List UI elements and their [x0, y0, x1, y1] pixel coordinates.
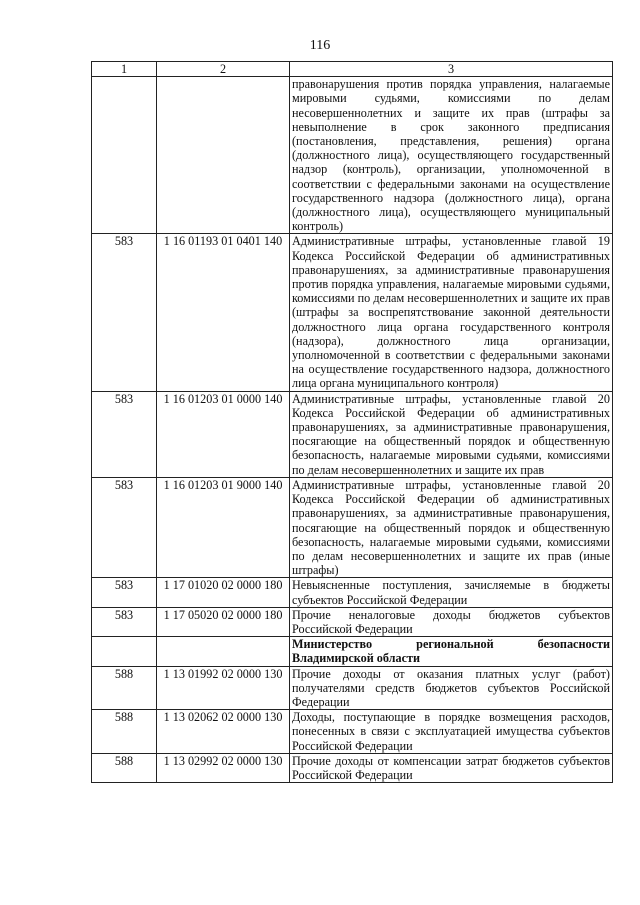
description-cell: Прочие неналоговые доходы бюджетов субъектов Российской Федерации: [290, 607, 613, 636]
admin-code-cell: 588: [92, 666, 157, 710]
description-cell: Административные штрафы, установленные главой 19 Кодекса Российской Федерации об административных правонарушениях, за административные правонарушения против порядка управления, налагаемые мировыми судьями, комиссиями по делам несовершеннолетних и защите их прав (штрафы за воспрепятствование законной деятельности должностного лица органа государственного контроля (надзора), должностного лица организации, уполномоченной в соответствии с федеральными законами на осуществление государственного надзора, должностного лица органа муниципального контроля): [290, 234, 613, 391]
table-row: [92, 578, 613, 607]
table-row: [92, 77, 613, 234]
description-cell: правонарушения против порядка управления, налагаемые мировыми судьями, комиссиями по делам несовершеннолетних и защите их прав (штрафы за невыполнение в срок законного предписания (постановления, представления, решения) органа (должностного лица), осуществляющего государственный надзор (контроль), организации, уполномоченной в соответствии с федеральными законами на осуществление государственного надзора (должностного лица), органа (должностного лица), осуществляющего муниципальный контроль): [290, 77, 613, 234]
description-cell: Невыясненные поступления, зачисляемые в бюджеты субъектов Российской Федерации: [290, 578, 613, 607]
header-row: [92, 62, 613, 77]
description-cell: Прочие доходы от оказания платных услуг (работ) получателями средств бюджетов субъектов Российской Федерации: [290, 666, 613, 710]
revenue-code-cell: 1 16 01193 01 0401 140: [157, 234, 290, 391]
table-row: [92, 753, 613, 782]
revenue-code-cell: 1 16 01203 01 0000 140: [157, 391, 290, 477]
admin-code-cell: [92, 637, 157, 666]
revenue-code-cell: [157, 637, 290, 666]
admin-code-cell: 583: [92, 477, 157, 577]
header-col-3: 3: [290, 62, 613, 77]
admin-code-cell: 583: [92, 391, 157, 477]
revenue-code-cell: 1 16 01203 01 9000 140: [157, 477, 290, 577]
revenue-code-cell: 1 13 02992 02 0000 130: [157, 753, 290, 782]
table-row: [92, 234, 613, 391]
ministry-heading: Министерство региональной безопасности Владимирской области: [290, 637, 613, 666]
revenue-code-cell: 1 17 05020 02 0000 180: [157, 607, 290, 636]
table-row: [92, 391, 613, 477]
revenue-code-cell: 1 13 01992 02 0000 130: [157, 666, 290, 710]
header-col-1: 1: [92, 62, 157, 77]
revenue-code-cell: 1 13 02062 02 0000 130: [157, 710, 290, 754]
description-cell: Прочие доходы от компенсации затрат бюджетов субъектов Российской Федерации: [290, 753, 613, 782]
revenue-code-cell: [157, 77, 290, 234]
description-cell: Административные штрафы, установленные главой 20 Кодекса Российской Федерации об административных правонарушениях, за административные правонарушения, посягающие на общественный порядок и общественную безопасность, налагаемые мировыми судьями, комиссиями по делам несовершеннолетних и защите их прав (иные штрафы): [290, 477, 613, 577]
section-heading-row: [92, 637, 613, 666]
admin-code-cell: 583: [92, 607, 157, 636]
admin-code-cell: 583: [92, 578, 157, 607]
admin-code-cell: [92, 77, 157, 234]
budget-codes-table: [91, 61, 613, 783]
table-row: [92, 477, 613, 577]
table-row: [92, 607, 613, 636]
admin-code-cell: 588: [92, 753, 157, 782]
table-row: [92, 710, 613, 754]
admin-code-cell: 588: [92, 710, 157, 754]
table-row: [92, 666, 613, 710]
header-col-2: 2: [157, 62, 290, 77]
admin-code-cell: 583: [92, 234, 157, 391]
revenue-code-cell: 1 17 01020 02 0000 180: [157, 578, 290, 607]
description-cell: Доходы, поступающие в порядке возмещения расходов, понесенных в связи с эксплуатацией имущества субъектов Российской Федерации: [290, 710, 613, 754]
description-cell: Административные штрафы, установленные главой 20 Кодекса Российской Федерации об административных правонарушениях, за административные правонарушения, посягающие на общественный порядок и общественную безопасность, налагаемые мировыми судьями, комиссиями по делам несовершеннолетних и защите их прав: [290, 391, 613, 477]
page-number: 116: [309, 38, 331, 53]
